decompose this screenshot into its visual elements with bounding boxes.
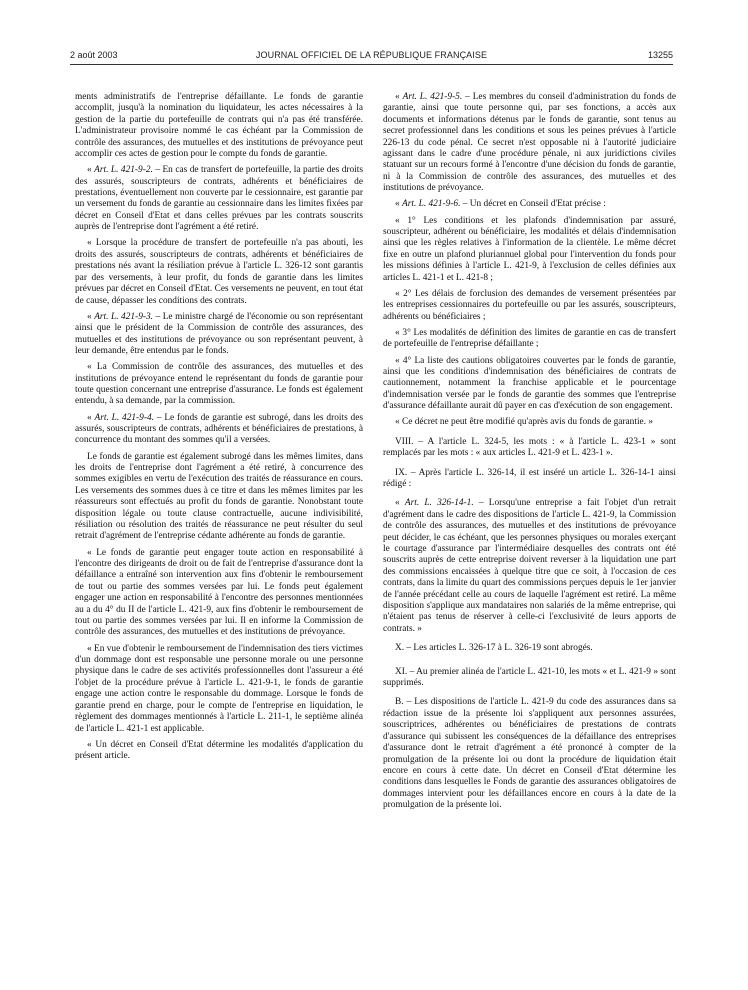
paragraph [383,199,676,210]
paragraph: XI. – Au premier alinéa de l'article L. 421-10, les mots « et L. 421-9 » sont supprimés. [383,666,676,689]
article-reference: Art. L. 421-9-5. [402,92,463,102]
header-date: 2 août 2003 [70,50,118,60]
paragraph: IX. – Après l'article L. 326-14, il est inséré un article L. 326-14-1 ainsi rédigé : [383,467,676,489]
paragraph: VIII. – A l'article L. 324-5, les mots : « à l'article L. 423-1 » sont remplacés par les mots : « aux articles L. 421-9 et L. 423-1 ». [383,436,676,459]
quote-mark: « [87,412,95,423]
paragraph: « Un décret en Conseil d'Etat détermine les modalités d'application du présent article. [75,739,363,762]
right-column [383,92,676,982]
paragraph: ments administratifs de l'entreprise défaillante. Le fonds de garantie accomplit, jusqu'à la nomination du liquidateur, les actes nécessaires à la gestion de la partie du portefeuille de contrats qui n'a pas été transférée. L'administrateur provisoire nommé le cas échéant par la Commission de contrôle des assurances, des mutuelles et des institutions de prévoyance peut accomplir ces actes de gestion pour le compte du fonds de garantie. [75,92,363,160]
header-rule [70,64,673,65]
paragraph [383,498,676,635]
paragraph [383,92,676,195]
left-column [75,92,363,982]
quote-mark: « [395,199,403,210]
paragraph-text: – Les membres du conseil d'administration du fonds de garantie, ainsi que toute personne qui, par ses fonctions, a accès aux documents et informations détenus par le fonds de garantie, sont tenus au secret professionnel dans les conditions et sous les peines prévues à l'article 226-13 du code pénal. Ce secret n'est opposable ni à l'autorité judiciaire agissant dans le cadre d'une procédure pénale, ni aux juridictions civiles statuant sur un recours formé à l'encontre d'une décision du fonds de garantie, ni à la Commission de contrôle des assurances, des mutuelles et des institutions de prévoyance. [383,92,676,194]
paragraph: Le fonds de garantie est également subrogé dans les mêmes limites, dans les droits de l'entreprise dont l'agrément a été retiré, à concurrence des sommes exigibles en vertu de l'exécution des traités de réassurance en cours. Les versements des sommes dues à ce titre et dans les mêmes limites par les réassureurs sont effectués au profit du fonds de garantie. Nonobstant toute disposition légale ou toute clause contractuelle, aucune indivisibilité, résiliation ou résolution des traités de réassurance ne peut résulter du seul retrait d'agrément de l'entreprise cédante adhérente au fonds de garantie. [75,451,363,542]
paragraph: « En vue d'obtenir le remboursement de l'indemnisation des tiers victimes d'un dommage dont est responsable une personne morale ou une personne physique dans le cadre de ses activités professionnelles dont l'assureur a été l'objet de la procédure prévue à l'article L. 421-9-1, le fonds de garantie engage une action contre le responsable du dommage. Lorsque le fonds de garantie prend en charge, pour le compte de l'entreprise en liquidation, le règlement des dommages mentionnés à l'article L. 211-1, le septième alinéa de l'article L. 421-1 est applicable. [75,643,363,734]
header-page-number: 13255 [647,50,673,60]
article-reference: Art. L. 421-9-2. [94,165,153,176]
paragraph [75,413,363,447]
quote-mark: « [395,498,405,509]
paragraph-text: – Lorsqu'une entreprise a fait l'objet d'un retrait d'agrément dans le cadre des dispositions de l'article L. 421-9, la Commission de contrôle des assurances, des mutuelles et des institutions de prévoyance peut décider, le cas échéant, que les personnes physiques ou morales exerçant le courtage d'assurance par l'intermédiaire desquelles des contrats ont été souscrits auprès de cette entreprise doivent reverser à la liquidation une part des commissions encaissées à quelque titre que ce soit, à l'occasion de ces contrats, dans la limite du quart des commissions perçues depuis le 1er janvier de l'année précédant celle au cours de laquelle l'agrément est retiré. La même disposition s'applique aux mandataires non salariés de la même entreprise, qui n'étaient pas tenus de réserver à celle-ci l'exclusivité de leurs apports de contrats. » [383,498,676,634]
paragraph: « 1° Les conditions et les plafonds d'indemnisation par assuré, souscripteur, adhérent ou bénéficiaire, les modalités et délais d'indemnisation ainsi que les règles relatives à l'information de la clientèle. Le même décret fixe en outre un plafond pluriannuel global pour l'intervention du fonds pour les missions définies à l'article L. 421-9, à l'exclusion de celles définies aux articles L. 421-1 et L. 421-8 ; [383,215,676,283]
article-reference: Art. L. 421-9-3. [94,311,153,322]
paragraph [75,165,363,233]
paragraph-text: – Un décret en Conseil d'Etat précise : [460,199,606,210]
article-reference: Art. L. 421-9-4. [94,412,154,423]
paragraph [75,312,363,358]
article-reference: Art. L. 421-9-6. [402,199,461,210]
paragraph: « Ce décret ne peut être modifié qu'après avis du fonds de garantie. » [395,417,654,428]
paragraph-text: – Le ministre chargé de l'économie ou son représentant ainsi que le président de la Commission de contrôle des assurances, des mutuelles et des institutions de prévoyance ou son représentant peuvent, à leur demande, être entendus par le fonds. [75,311,363,356]
paragraph: « 3° Les modalités de définition des limites de garantie en cas de transfert de portefeuille de l'entreprise défaillante ; [383,327,676,350]
paragraph: « Le fonds de garantie peut engager toute action en responsabilité à l'encontre des dirigeants de droit ou de fait de l'entreprise d'assurance dont la défaillance a entraîné son intervention aux fins d'obtenir le remboursement de tout ou partie des sommes versées par lui. Le fonds peut également engager une action en responsabilité à l'encontre des personnes mentionnées au a du 4° du II de l'article L. 421-9, aux fins d'obtenir le remboursement de tout ou partie des sommes versées par lui. Il en informe la Commission de contrôle des assurances, des mutuelles et des institutions de prévoyance. [75,547,363,638]
quote-mark: « [87,165,95,176]
paragraph: « Lorsque la procédure de transfert de portefeuille n'a pas abouti, les droits des assurés, souscripteurs de contrats, adhérents et bénéficiaires de prestations nés avant la résiliation prévue à l'article L. 326-12 sont garantis par des versements, à leur profit, du fonds de garantie dans les limites prévues par décret en Conseil d'Etat. Ces versements ne peuvent, en tout état de cause, dépasser les conditions des contrats. [75,238,363,306]
paragraph-text: – En cas de transfert de portefeuille, la partie des droits des assurés, souscripteurs de contrats, adhérents et bénéficiaires de prestations, éventuellement non couverte par le cessionnaire, est garantie par un versement du fonds de garantie au cessionnaire dans les limites fixées par décret en Conseil d'Etat et dans celles prévues par les contrats souscrits auprès de l'entreprise dont l'agrément a été retiré. [75,165,363,233]
paragraph-text: – Le fonds de garantie est subrogé, dans les droits des assurés, souscripteurs de contrats, adhérents et bénéficiaires de prestations, à concurrence du montant des sommes qu'il a versées. [75,412,363,446]
paragraph: « 4° La liste des cautions obligatoires couvertes par le fonds de garantie, ainsi que les conditions d'indemnisation des bénéficiaires de contrats de cautionnement, notamment la franchise applicable et le pourcentage d'indemnisation versée par le fonds de garantie des sommes que l'entreprise d'assurance défaillante aurait dû payer en cas d'exécution de son engagement. [383,355,676,412]
quote-mark: « [395,92,403,102]
paragraph: « 2° Les délais de forclusion des demandes de versement présentées par les entreprises cessionnaires du portefeuille ou par les assurés, souscripteurs, adhérents ou bénéficiaires ; [383,288,676,322]
page-header [70,50,673,64]
article-reference: Art. L. 326-14-1. [404,498,474,509]
quote-mark: « [87,311,95,322]
header-journal-title: JOURNAL OFFICIEL DE LA RÉPUBLIQUE FRANÇAISE [255,50,488,60]
paragraph: « La Commission de contrôle des assurances, des mutuelles et des institutions de prévoyance entend le représentant du fonds de garantie pour toute question concernant une entreprise d'assurance. Le fonds est également entendu, à sa demande, par la commission. [75,362,363,407]
paragraph: X. – Les articles L. 326-17 à L. 326-19 sont abrogés. [395,643,593,654]
paragraph: B. – Les dispositions de l'article L. 421-9 du code des assurances dans sa rédaction issue de la présente loi s'appliquent aux personnes assurées, souscriptrices, adhérentes ou bénéficiaires de prestations de contrats d'assurance qui subissent les conséquences de la défaillance des entreprises d'assurance dont le retrait d'agrément a été prononcé à compter de la promulgation de la présente loi ou dont la procédure de liquidation était encore en cours à cette date. Un décret en Conseil d'Etat détermine les conditions dans lesquelles le Fonds de garantie des assurances obligatoires de dommages intervient pour les défaillances encore en cours à la date de la promulgation de la présente loi. [383,697,676,811]
